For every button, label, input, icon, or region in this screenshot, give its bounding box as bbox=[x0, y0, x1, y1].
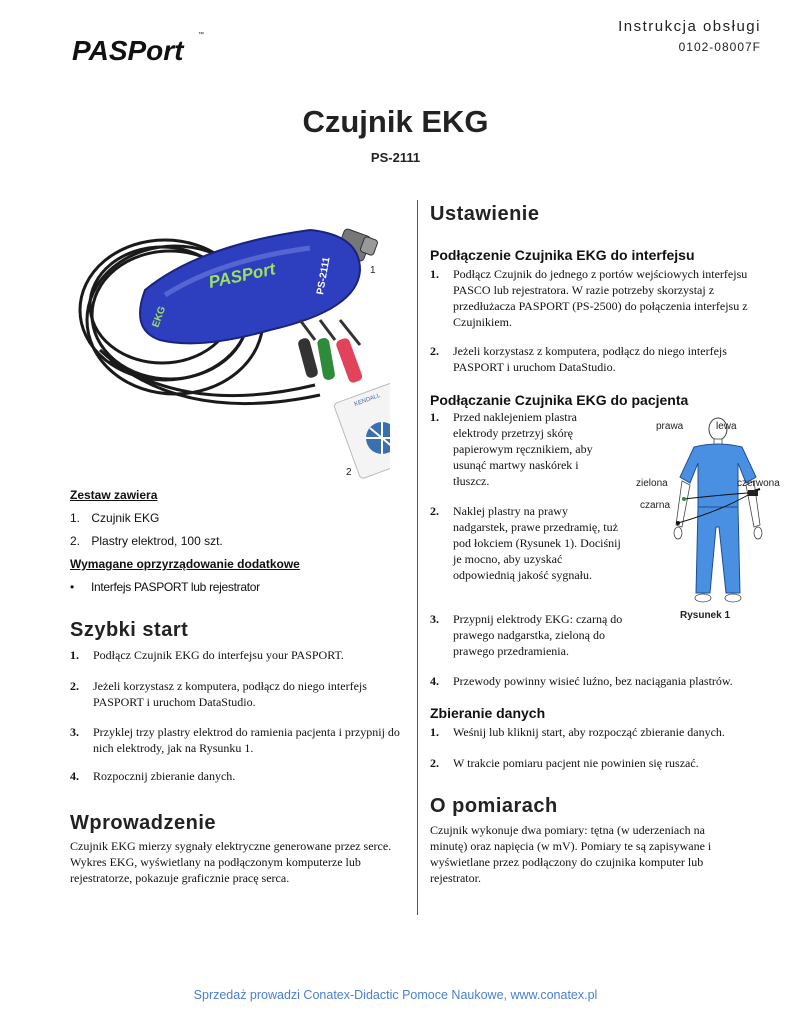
document-type: Instrukcja obsługi bbox=[618, 18, 761, 35]
collect-heading: Zbieranie danych bbox=[430, 705, 546, 721]
patient-step-3-num: 3. bbox=[430, 612, 439, 626]
device-ekg-label: EKG bbox=[150, 304, 169, 330]
document-number: 0102-08007F bbox=[678, 40, 761, 54]
contents-heading: Zestaw zawiera bbox=[70, 488, 158, 502]
contents-item-1-text: Czujnik EKG bbox=[91, 511, 160, 525]
patient-step-2 bbox=[430, 503, 625, 583]
product-photo bbox=[70, 210, 390, 490]
intro-heading: Wprowadzenie bbox=[70, 812, 217, 834]
contents-item-1-num: 1. bbox=[70, 511, 81, 525]
quick-step-4-text: Rozpocznij zbieranie danych. bbox=[93, 769, 236, 783]
contents-item-2 bbox=[70, 534, 223, 548]
connect-step-1-num: 1. bbox=[430, 267, 439, 281]
black-electrode-dot bbox=[676, 521, 680, 525]
quick-step-3 bbox=[70, 724, 400, 756]
required-item-1 bbox=[70, 580, 260, 594]
paspart-logo bbox=[70, 26, 210, 70]
figure-caption: Rysunek 1 bbox=[680, 610, 731, 621]
collect-step-1-num: 1. bbox=[430, 725, 439, 739]
callout-1: 1 bbox=[370, 265, 376, 276]
green-electrode-dot bbox=[682, 497, 686, 501]
connect-step-2-num: 2. bbox=[430, 344, 439, 358]
page-title: Czujnik EKG bbox=[302, 104, 489, 139]
connect-step-1-text: Podłącz Czujnik do jednego z portów wejściowych interfejsu PASCO lub rejestratora. W razie potrzeby skorzystaj z przedłużacza PASPORT (PS-2500) do połączenia interfejsu z Czujnikiem. bbox=[453, 267, 748, 329]
callout-2: 2 bbox=[346, 467, 352, 478]
green-clip bbox=[317, 337, 336, 380]
model-number: PS-2111 bbox=[370, 150, 421, 165]
black-clip bbox=[297, 337, 319, 379]
setup-heading: Ustawienie bbox=[430, 203, 540, 225]
contents-item-2-text: Plastry elektrod, 100 szt. bbox=[91, 534, 223, 548]
figure-label-red: czerwona bbox=[737, 478, 780, 489]
figure-label-green: zielona bbox=[636, 478, 668, 489]
connect-step-2-text: Jeżeli korzystasz z komputera, podłącz do niego interfejs PASPORT i uruchom DataStudio. bbox=[453, 344, 727, 374]
patient-step-4-text: Przewody powinny wisieć luźno, bez naciągania plastrów. bbox=[453, 674, 733, 688]
footer-distributor: Sprzedaż prowadzi Conatex-Didactic Pomoce Naukowe, www.conatex.pl bbox=[193, 988, 598, 1002]
electrode-placement-figure bbox=[630, 415, 780, 625]
quick-step-2 bbox=[70, 678, 400, 710]
svg-text:™: ™ bbox=[198, 32, 204, 38]
intro-text: Czujnik EKG mierzy sygnały elektryczne generowane przez serce. Wykres EKG, wyświetlany na podłączonym komputerze lub rejestratorze, pokazuje graficznie pracę serca. bbox=[70, 839, 392, 885]
quick-step-3-text: Przyklej trzy plastry elektrod do ramienia pacjenta i przypnij do nich elektrody, jak na Rysunku 1. bbox=[93, 725, 400, 755]
quick-step-2-text: Jeżeli korzystasz z komputera, podłącz do niego interfejs PASPORT i uruchom DataStudio. bbox=[93, 679, 367, 709]
electrode-pad bbox=[333, 381, 390, 479]
patient-step-2-num: 2. bbox=[430, 504, 439, 518]
patient-step-3-text: Przypnij elektrody EKG: czarną do prawego nadgarstka, zieloną do prawego przedramienia. bbox=[453, 612, 623, 658]
figure-label-right: prawa bbox=[656, 421, 684, 432]
collect-step-2 bbox=[430, 755, 770, 771]
patient-step-4 bbox=[430, 673, 770, 689]
patient-step-3 bbox=[430, 611, 630, 659]
patient-step-1-text: Przed naklejeniem plastra elektrody przetrzyj skórę papierowym ręcznikiem, aby usunąć martwy naskórek i tłuszcz. bbox=[453, 410, 593, 488]
quick-start-heading: Szybki start bbox=[70, 619, 189, 641]
patient-step-1 bbox=[430, 409, 610, 489]
electrode-leads bbox=[297, 320, 363, 384]
quick-step-1 bbox=[70, 647, 400, 663]
about-text: Czujnik wykonuje dwa pomiary: tętna (w uderzeniach na minutę) oraz napięcia (w mV). Pomiary te są zapisywane i wyświetlane przez podłączony do czujnika komputer lub rejestrator. bbox=[430, 823, 712, 885]
patient-step-1-num: 1. bbox=[430, 410, 439, 424]
connect-step-2 bbox=[430, 343, 760, 375]
patient-step-2-text: Naklej plastry na prawy nadgarstek, prawe przedramię, tuż pod łokciem (Rysunek 1). Dociśnij je mocno, aby uzyskać odpowiednią jakość sygnału. bbox=[453, 504, 621, 582]
quick-step-2-num: 2. bbox=[70, 679, 79, 693]
pad-brand: KENDALL bbox=[353, 392, 382, 408]
figure-label-left: lewa bbox=[716, 421, 737, 432]
quick-step-1-text: Podłącz Czujnik EKG do interfejsu your PASPORT. bbox=[93, 648, 344, 662]
figure-label-black: czarna bbox=[640, 500, 671, 511]
patient-body-icon bbox=[674, 418, 762, 602]
patient-heading: Podłączanie Czujnika EKG do pacjenta bbox=[430, 392, 689, 408]
device-brand-text: PASPort bbox=[206, 259, 278, 292]
quick-step-3-num: 3. bbox=[70, 725, 79, 739]
about-heading: O pomiarach bbox=[430, 795, 558, 817]
connect-step-1 bbox=[430, 266, 760, 330]
device-model-label: PS-2111 bbox=[315, 256, 333, 296]
quick-step-1-num: 1. bbox=[70, 648, 79, 662]
contents-item-1 bbox=[70, 511, 159, 525]
logo-text: PASPort bbox=[72, 35, 184, 66]
required-heading: Wymagane oprzyrządowanie dodatkowe bbox=[70, 557, 300, 571]
collect-step-1 bbox=[430, 724, 770, 740]
collect-step-2-text: W trakcie pomiaru pacjent nie powinien się ruszać. bbox=[453, 756, 699, 770]
required-item-1-text: Interfejs PASPORT lub rejestrator bbox=[90, 580, 260, 594]
patient-step-4-num: 4. bbox=[430, 674, 439, 688]
connect-heading: Podłączenie Czujnika EKG do interfejsu bbox=[430, 247, 695, 263]
column-divider bbox=[417, 200, 418, 915]
contents-item-2-num: 2. bbox=[70, 534, 81, 548]
quick-step-4 bbox=[70, 768, 400, 784]
quick-step-4-num: 4. bbox=[70, 769, 79, 783]
collect-step-2-num: 2. bbox=[430, 756, 439, 770]
required-bullet: • bbox=[70, 580, 74, 594]
collect-step-1-text: Weśnij lub kliknij start, aby rozpocząć zbieranie danych. bbox=[453, 725, 725, 739]
